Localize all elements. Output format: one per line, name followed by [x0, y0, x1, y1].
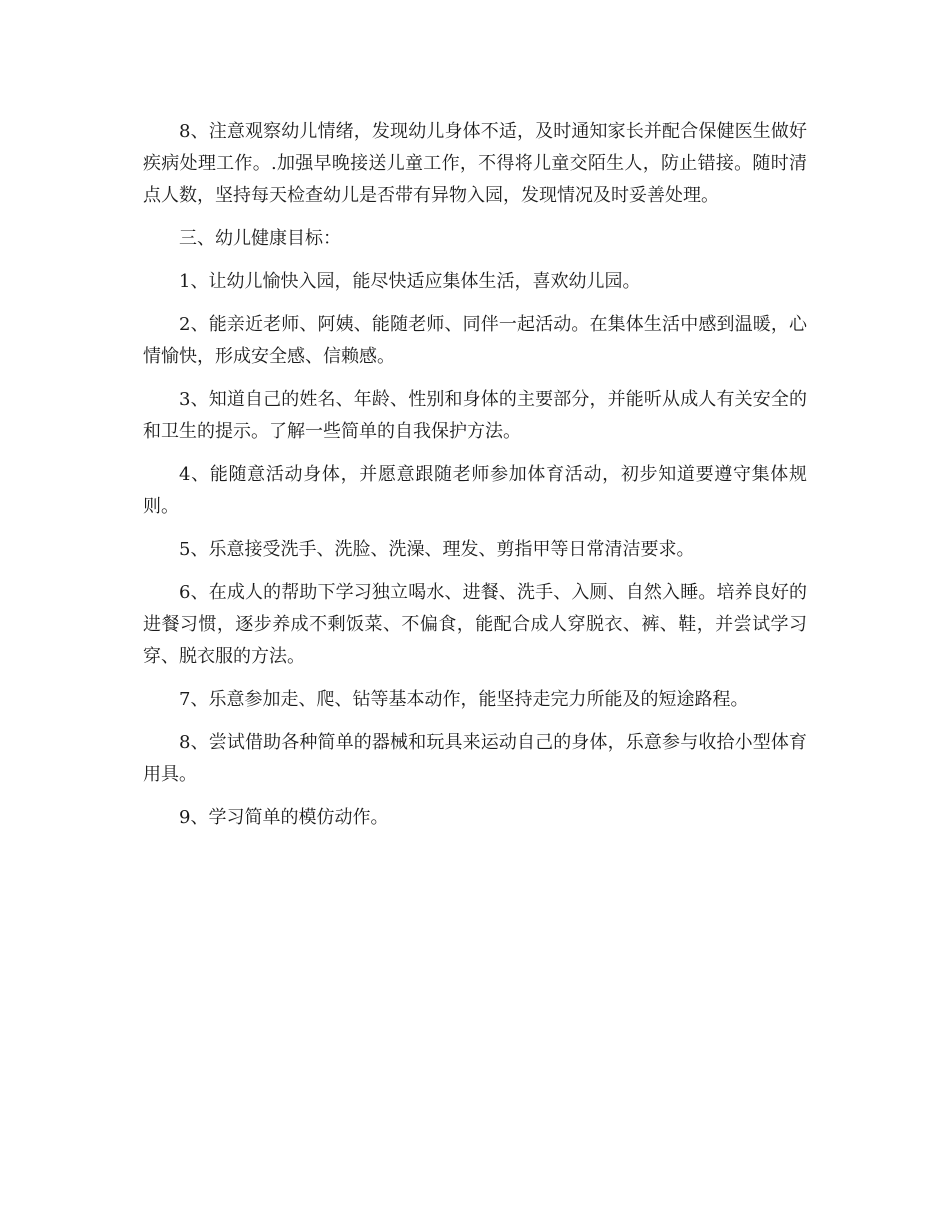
goal-item-6: 6、在成人的帮助下学习独立喝水、进餐、洗手、入厕、自然入睡。培养良好的进餐习惯，逐步养成不剩饭菜、不偏食，能配合成人穿脱衣、裤、鞋，并尝试学习穿、脱衣服的方法。 — [143, 582, 807, 667]
paragraph-item-8-health-care: 8、注意观察幼儿情绪，发现幼儿身体不适，及时通知家长并配合保健医生做好疾病处理工作。.加强早晚接送儿童工作，不得将儿童交陌生人，防止错接。随时清点人数，坚持每天检查幼儿是否带有异物入园，发现情况及时妥善处理。 — [143, 121, 807, 206]
goal-item-9: 9、学习简单的模仿动作。 — [179, 807, 389, 828]
goal-item-7: 7、乐意参加走、爬、钻等基本动作，能坚持走完力所能及的短途路程。 — [179, 689, 749, 710]
goal-item-3: 3、知道自己的姓名、年龄、性别和身体的主要部分，并能听从成人有关安全的和卫生的提示。了解一些简单的自我保护方法。 — [143, 389, 807, 442]
goal-item-8: 8、尝试借助各种简单的器械和玩具来运动自己的身体，乐意参与收拾小型体育用具。 — [143, 732, 807, 785]
goal-item-2: 2、能亲近老师、阿姨、能随老师、同伴一起活动。在集体生活中感到温暖，心情愉快，形成安全感、信赖感。 — [143, 314, 807, 367]
goal-item-1: 1、让幼儿愉快入园，能尽快适应集体生活，喜欢幼儿园。 — [179, 271, 641, 292]
goal-item-4: 4、能随意活动身体，并愿意跟随老师参加体育活动，初步知道要遵守集体规则。 — [143, 464, 807, 517]
section-heading-health-goals: 三、幼儿健康目标： — [179, 228, 341, 249]
document-body — [143, 116, 807, 845]
goal-item-5: 5、乐意接受洗手、洗脸、洗澡、理发、剪指甲等日常清洁要求。 — [179, 539, 695, 560]
